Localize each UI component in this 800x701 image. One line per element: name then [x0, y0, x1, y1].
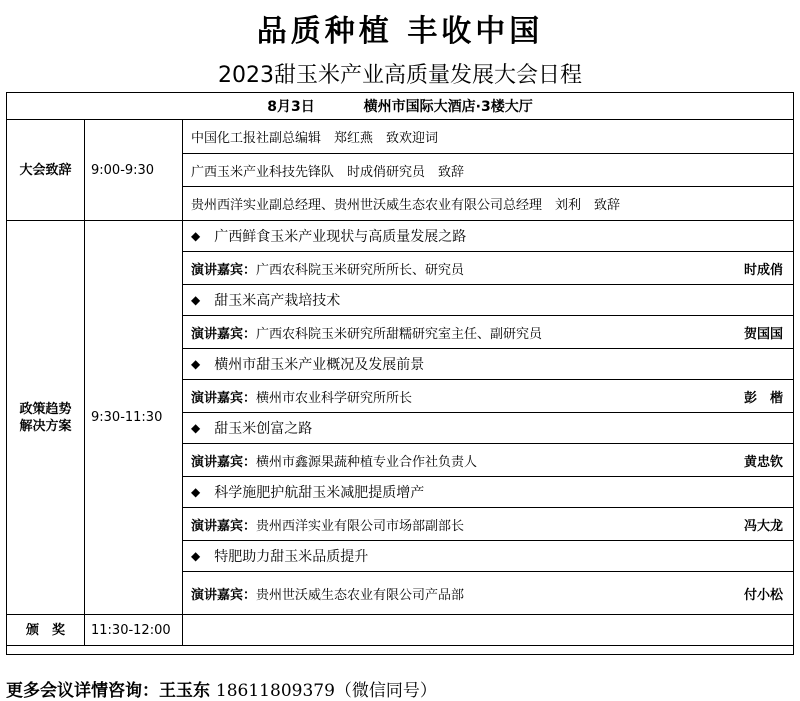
talk-item: [183, 540, 793, 614]
page-title: 2023甜玉米产业高质量发展大会日程: [218, 63, 582, 88]
policy-label-line2: 解决方案: [19, 418, 72, 434]
speaker-prefix: 演讲嘉宾：: [191, 390, 257, 406]
speaker-role: 广西农科院玉米研究所甜糯研究室主任、副研究员: [256, 326, 543, 342]
talk-title: 特肥助力甜玉米品质提升: [214, 549, 369, 565]
talk-title: 广西鲜食玉米产业现状与高质量发展之路: [214, 229, 467, 245]
diamond-bullet-icon: ◆: [191, 421, 201, 435]
speaker-role: 贵州西洋实业有限公司市场部副部长: [256, 518, 465, 534]
opening-line: 中国化工报社副总编辑 郑红燕 致欢迎词: [191, 131, 439, 146]
diamond-bullet-icon: ◆: [191, 293, 201, 307]
contact-text: 更多会议详情咨询：王玉东: [6, 681, 210, 701]
opening-time: 9:00-9:30: [85, 120, 183, 221]
policy-label: [7, 221, 85, 615]
talk-item: [183, 412, 793, 476]
talk-title: 横州市甜玉米产业概况及发展前景: [214, 357, 425, 373]
opening-line: 贵州西洋实业副总经理、贵州世沃威生态农业有限公司总经理 刘利 致辞: [183, 186, 793, 220]
contact-footer: [6, 676, 437, 701]
diamond-bullet-icon: ◆: [191, 485, 201, 499]
speaker-prefix: 演讲嘉宾：: [191, 326, 257, 342]
speaker-name: 彭 楷: [744, 390, 784, 406]
schedule-header: [7, 93, 794, 120]
opening-label: 大会致辞: [7, 120, 85, 221]
speaker-name: 冯大龙: [744, 518, 784, 534]
slogan: 品质种植 丰收中国: [256, 14, 544, 49]
speaker-prefix: 演讲嘉宾：: [191, 454, 257, 470]
talk-title: 甜玉米创富之路: [214, 421, 313, 437]
speaker-name: 付小松: [744, 587, 784, 603]
award-time: 11:30-12:00: [85, 615, 183, 646]
speaker-prefix: 演讲嘉宾：: [191, 518, 257, 534]
header-date: 8月3日: [267, 99, 315, 115]
schedule-header-row: [7, 93, 794, 120]
talk-item: [183, 284, 793, 348]
opening-line: 广西玉米产业科技先锋队 时成俏研究员 致辞: [183, 153, 793, 186]
policy-time: 9:30-11:30: [85, 221, 183, 615]
diamond-bullet-icon: ◆: [191, 229, 201, 243]
speaker-name: 时成俏: [744, 262, 784, 278]
policy-label-line1: 政策趋势: [19, 401, 72, 417]
opening-lines: [183, 120, 794, 221]
speaker-role: 贵州世沃威生态农业有限公司产品部: [256, 587, 465, 603]
award-label: 颁 奖: [7, 615, 85, 646]
talk-title: 甜玉米高产栽培技术: [214, 293, 341, 309]
opening-row: [7, 120, 794, 221]
speaker-role: 广西农科院玉米研究所所长、研究员: [256, 262, 465, 278]
spacer-row: [7, 646, 794, 655]
talk-item: [183, 476, 793, 540]
speaker-role: 横州市农业科学研究所所长: [256, 390, 413, 406]
policy-talks: [183, 221, 794, 615]
speaker-prefix: 演讲嘉宾：: [191, 587, 257, 603]
policy-row: [7, 221, 794, 615]
speaker-role: 横州市鑫源果蔬种植专业合作社负责人: [256, 454, 478, 470]
speaker-name: 贺国国: [744, 326, 784, 342]
award-content: [183, 615, 794, 646]
talk-item: [183, 221, 793, 284]
table-bottom-spacer: [7, 646, 794, 655]
header-venue: 横州市国际大酒店·3楼大厅: [363, 99, 533, 115]
contact-phone: 18611809379（微信同号）: [215, 681, 437, 701]
speaker-prefix: 演讲嘉宾：: [191, 262, 257, 278]
diamond-bullet-icon: ◆: [191, 549, 201, 563]
talk-title: 科学施肥护航甜玉米减肥提质增产: [214, 485, 425, 501]
talk-item: [183, 348, 793, 412]
award-row: [7, 615, 794, 646]
speaker-name: 黄忠钦: [744, 454, 784, 470]
schedule-table: [6, 92, 794, 655]
diamond-bullet-icon: ◆: [191, 357, 201, 371]
